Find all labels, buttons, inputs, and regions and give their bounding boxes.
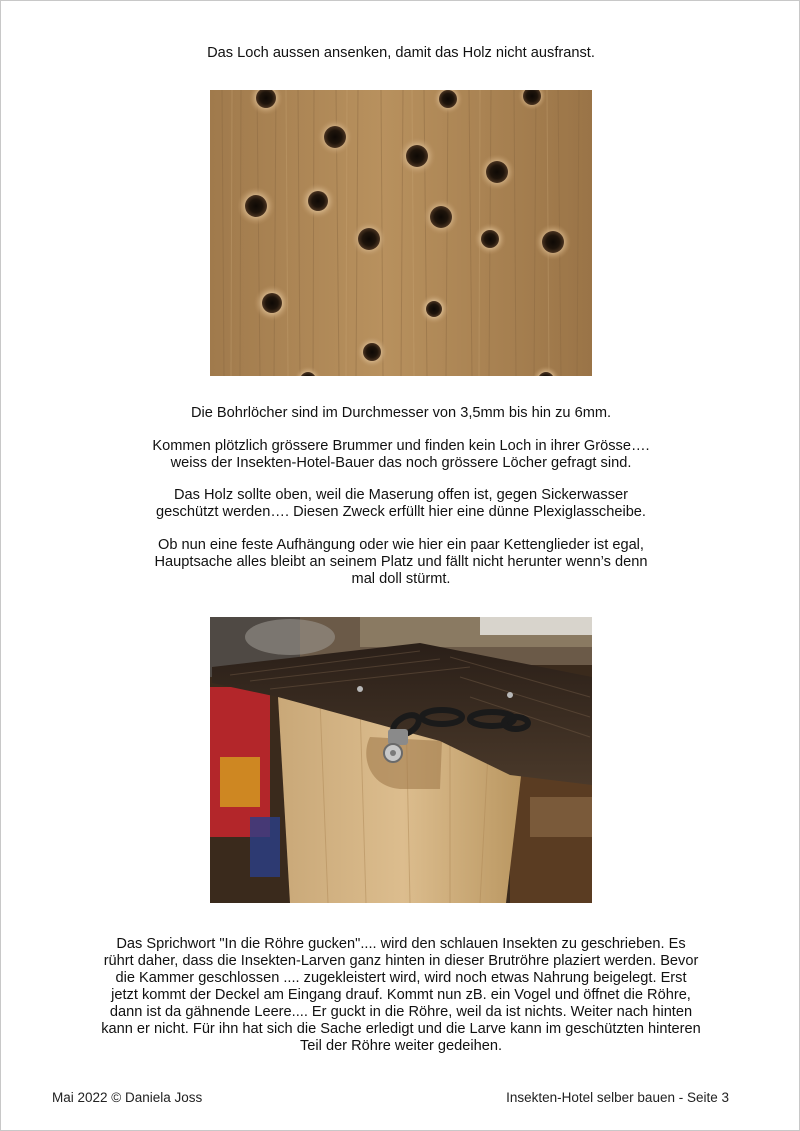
- brummer-paragraph: Kommen plötzlich grössere Brummer und finden kein Loch in ihrer Grösse…. weiss der Insekten-Hotel-Bauer das noch grössere Löcher gefragt sind.: [152, 438, 650, 471]
- intro-paragraph: Das Loch aussen ansenken, damit das Holz nicht ausfranst.: [207, 45, 595, 61]
- drilled-holes-image: [210, 90, 592, 376]
- footer-left: Mai 2022 © Daniela Joss: [52, 1090, 203, 1105]
- plexiglass-chain-photo: [210, 617, 592, 903]
- sprichwort-paragraph: Das Sprichwort "In die Röhre gucken".... wird den schlauen Insekten zu geschrieben. Es rührt daher, dass die Insekten-Larven ganz hinten in dieser Brutröhre plaziert werden. Bevor die Kammer geschlossen .... zugekleistert wird, wird noch etwas Nahrung beigelegt. Erst jetzt kommt der Deckel am Eingang drauf. Kommt nun zB. ein Vogel und öffnet die Röhre, dann ist da gähnende Leere.... Er guckt in die Röhre, weil da ist nichts. Weiter nach hinten kann er nicht. Für ihn hat sich die Sache erledigt und die Larve kann im geschützten hinteren Teil der Röhre weiter gedeihen.: [101, 936, 701, 1054]
- footer-right: Insekten-Hotel selber bauen - Seite 3: [506, 1090, 729, 1105]
- bohrloecher-paragraph: Die Bohrlöcher sind im Durchmesser von 3,5mm bis hin zu 6mm.: [190, 405, 612, 421]
- aufhaengung-paragraph: Ob nun eine feste Aufhängung oder wie hier ein paar Kettenglieder ist egal, Hauptsache alles bleibt an seinem Platz und fällt nicht herunter wenn’s denn mal doll stürmt.: [154, 537, 648, 587]
- drilled-holes-photo: [210, 90, 592, 376]
- holz-paragraph: Das Holz sollte oben, weil die Maserung offen ist, gegen Sickerwasser geschützt werden…. Diesen Zweck erfüllt hier eine dünne Plexiglasscheibe.: [156, 487, 646, 520]
- plexiglass-chain-image: [210, 617, 592, 903]
